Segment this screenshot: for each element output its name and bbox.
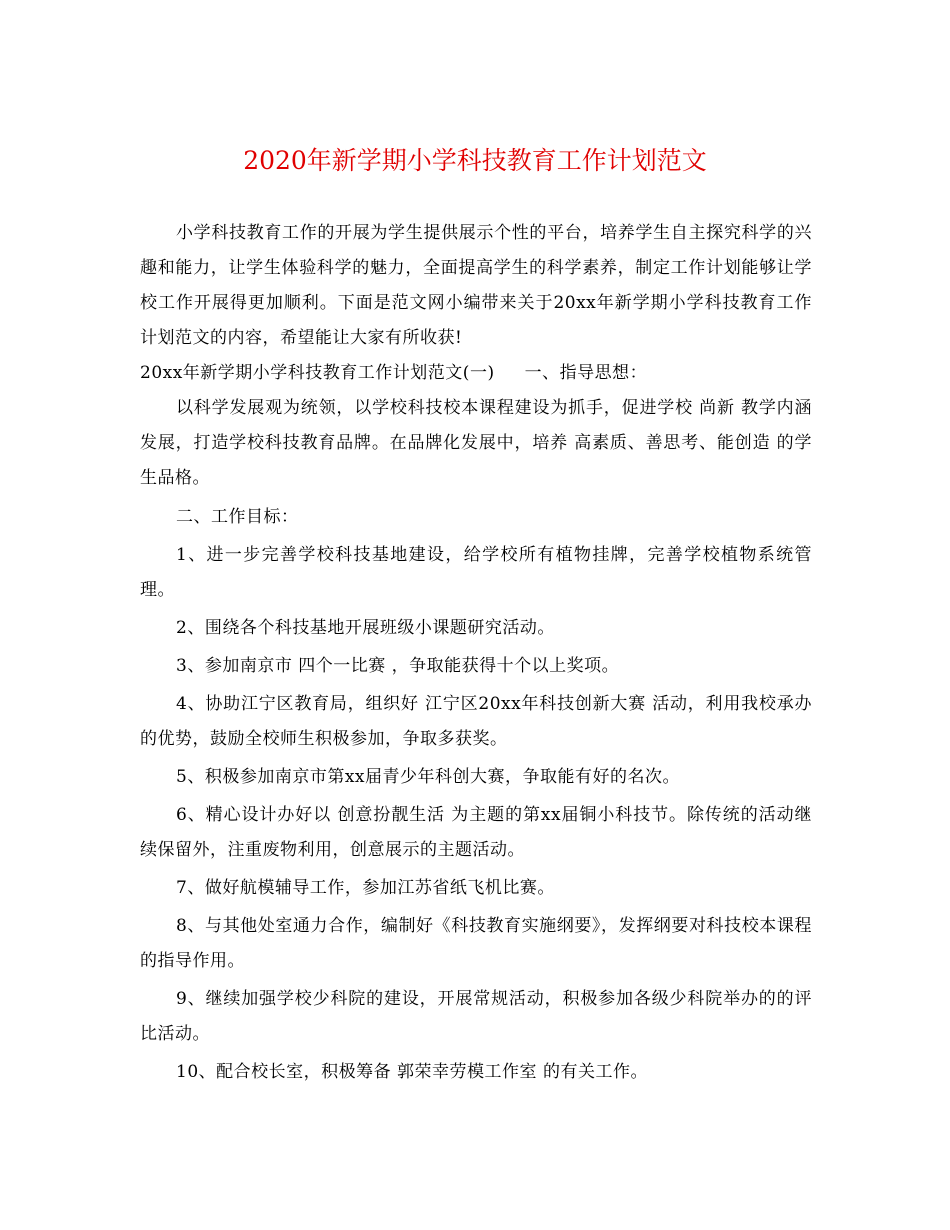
list-item: 1、进一步完善学校科技基地建设，给学校所有植物挂牌，完善学校植物系统管理。: [140, 545, 812, 600]
list-item: 5、积极参加南京市第xx届青少年科创大赛，争取能有好的名次。: [176, 767, 680, 787]
goal-list: [140, 538, 812, 1090]
list-item: 7、做好航模辅导工作，参加江苏省纸飞机比赛。: [176, 878, 555, 898]
intro-paragraph: 小学科技教育工作的开展为学生提供展示个性的平台，培养学生自主探究科学的兴趣和能力，让学生体验科学的魅力，全面提高学生的科学素养，制定工作计划能够让学校工作开展得更加顺利。下面是范文网小编带来关于20xx年新学期小学科技教育工作计划范文的内容，希望能让大家有所收获!: [140, 223, 812, 348]
document-body: [140, 216, 812, 1090]
list-item: 4、协助江宁区教育局，组织好 江宁区20xx年科技创新大赛 活动，利用我校承办的优势，鼓励全校师生积极参加，争取多获奖。: [140, 694, 812, 749]
list-item: 10、配合校长室，积极筹备 郭荣幸劳模工作室 的有关工作。: [176, 1062, 648, 1082]
document-title: 2020年新学期小学科技教育工作计划范文: [243, 146, 707, 175]
subtitle-text: 20xx年新学期小学科技教育工作计划范文(一): [140, 363, 495, 383]
section2-heading: 二、工作目标：: [176, 507, 299, 527]
list-item: 2、围绕各个科技基地开展班级小课题研究活动。: [176, 618, 555, 638]
list-item: 3、参加南京市 四个一比赛 ，争取能获得十个以上奖项。: [176, 656, 620, 676]
list-item: 8、与其他处室通力合作，编制好《科技教育实施纲要》，发挥纲要对科技校本课程的指导作用。: [140, 916, 812, 971]
list-item: 9、继续加强学校少科院的建设，开展常规活动，积极参加各级少科院举办的的评比活动。: [140, 989, 812, 1044]
list-item: 6、精心设计办好以 创意扮靓生活 为主题的第xx届铜小科技节。除传统的活动继续保留外，注重废物利用，创意展示的主题活动。: [140, 805, 812, 860]
subtitle-line: [140, 356, 812, 391]
section1-body: 以科学发展观为统领，以学校科技校本课程建设为抓手，促进学校 尚新 教学内涵发展，打造学校科技教育品牌。在品牌化发展中，培养 高素质、善思考、能创造 的学生品格。: [140, 398, 812, 488]
section1-heading: 一、指导思想：: [524, 363, 648, 383]
